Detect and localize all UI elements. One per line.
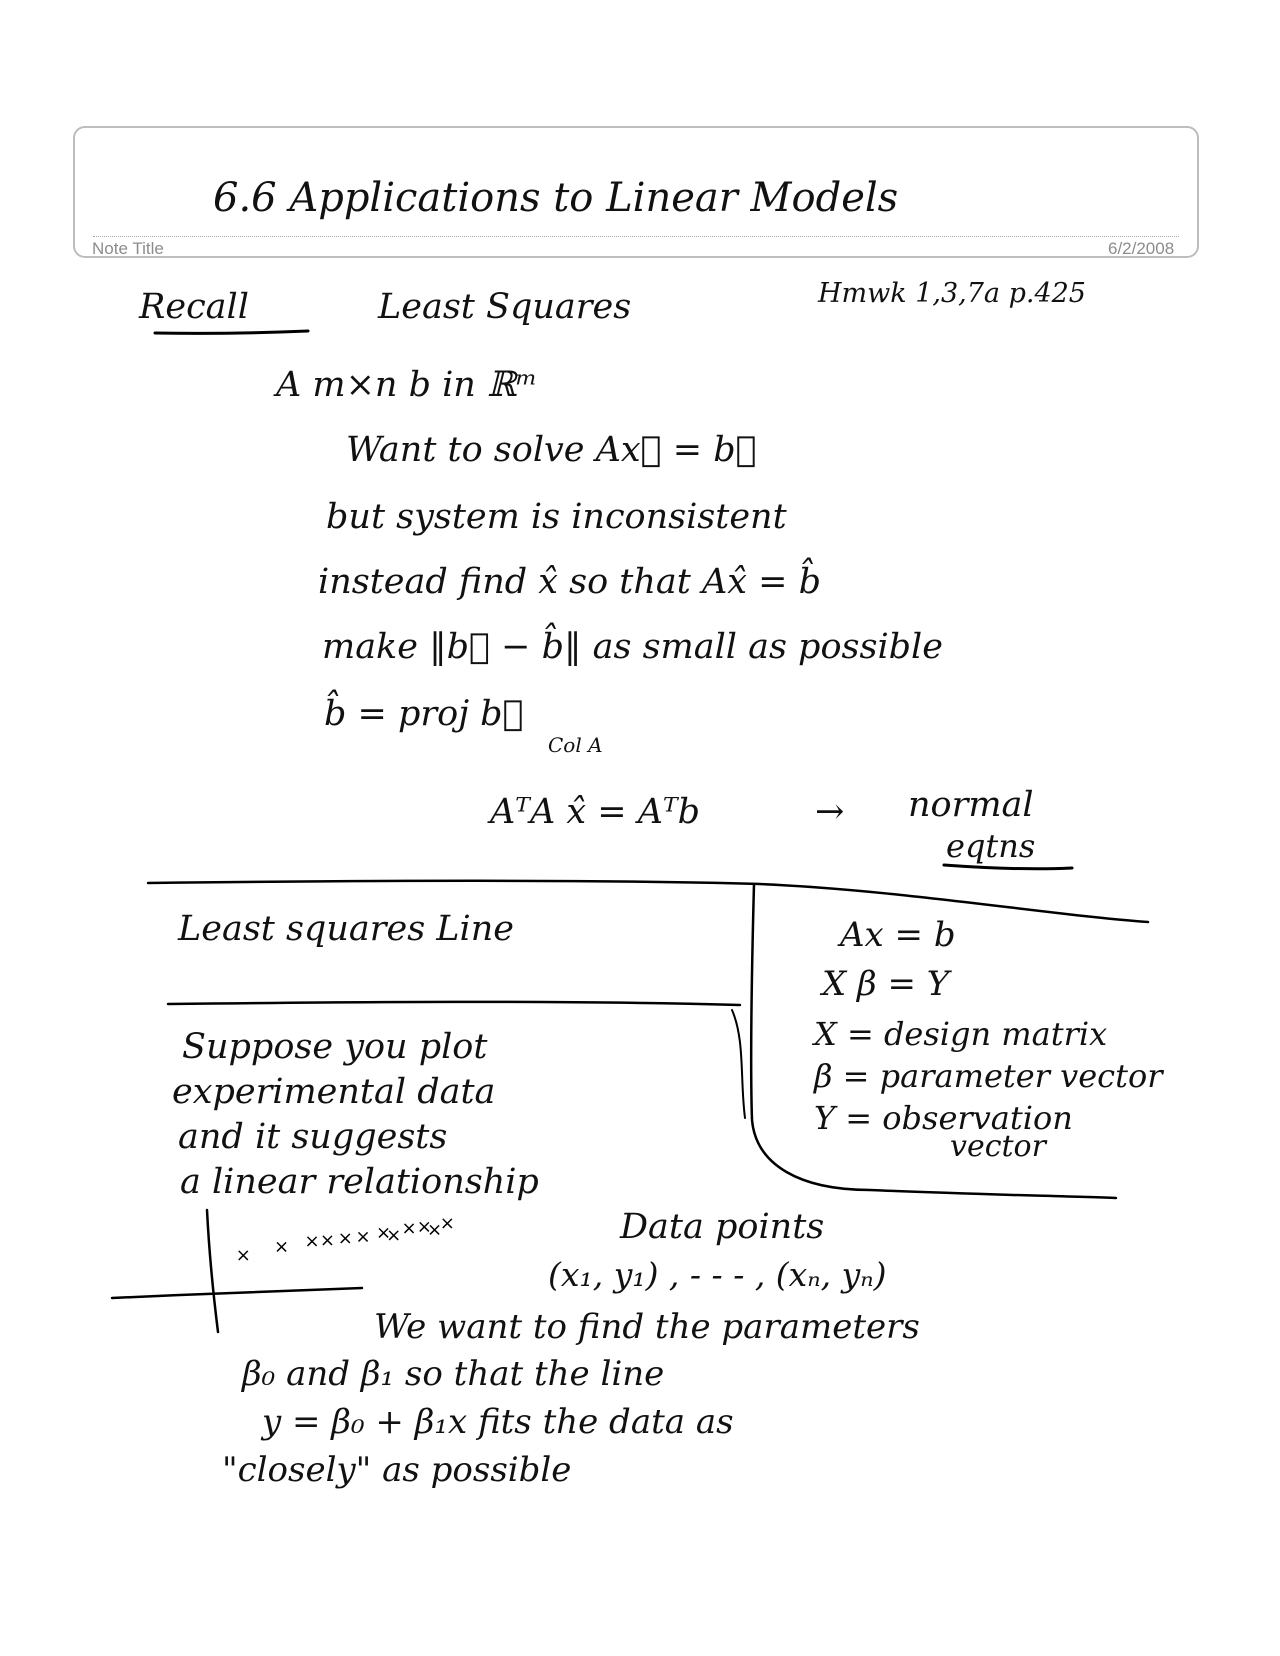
recall-underline <box>155 331 308 333</box>
intro-line-4: a linear relationship <box>180 1162 539 1202</box>
normal-arrow: → <box>815 792 845 832</box>
sketch-point: × <box>375 1222 392 1244</box>
note-title-label: Note Title <box>92 239 164 258</box>
data-points-range: (x₁, y₁) , - - - , (xₙ, yₙ) <box>548 1255 887 1294</box>
model-line-1: Ax = b <box>840 915 956 955</box>
note-date: 6/2/2008 <box>1108 239 1175 258</box>
ls-line-heading: Least squares Line <box>178 909 514 949</box>
recall-line-3: but system is inconsistent <box>326 497 787 537</box>
sketch-point: × <box>416 1216 432 1238</box>
model-line-5: Y = observation <box>814 1099 1073 1137</box>
recall-line-4: instead find x̂ so that Ax̂ = b̂ <box>318 562 821 602</box>
data-points-label: Data points <box>620 1207 825 1247</box>
sketch-point: × <box>304 1230 320 1252</box>
normal-equation: AᵀA x̂ = Aᵀb <box>490 792 701 832</box>
model-line-2: X β = Y <box>822 964 950 1004</box>
goal-line-3: y = β₀ + β₁x fits the data as <box>262 1402 734 1442</box>
homework-note: Hmwk 1,3,7a p.425 <box>818 278 1086 309</box>
recall-line-6: b̂ = proj b⃗ <box>324 694 524 734</box>
intro-line-2: experimental data <box>172 1072 496 1112</box>
model-line-4: β = parameter vector <box>814 1057 1163 1095</box>
model-line-6: vector <box>950 1129 1046 1164</box>
sketch-point: × <box>386 1224 402 1246</box>
normal-label-2: eqtns <box>946 827 1036 865</box>
heading-divider <box>168 1002 740 1005</box>
recall-line-1: A m×n b in ℝᵐ <box>276 365 538 405</box>
sketch-point: × <box>401 1218 417 1239</box>
sketch-point: × <box>235 1245 251 1267</box>
intro-line-1: Suppose you plot <box>182 1027 488 1067</box>
recall-line-2: Want to solve Ax⃗ = b⃗ <box>346 430 757 470</box>
intro-underline <box>732 1010 745 1118</box>
note-title: 6.6 Applications to Linear Models <box>213 175 899 221</box>
normal-label: normal <box>908 785 1034 825</box>
intro-line-3: and it suggests <box>178 1117 448 1157</box>
recall-topic: Least Squares <box>378 287 632 327</box>
sketch-point: × <box>355 1226 371 1248</box>
section-divider <box>148 881 1148 922</box>
vertical-divider <box>751 884 1116 1198</box>
sketch-point: × <box>426 1219 443 1241</box>
sketch-point: × <box>439 1212 455 1234</box>
recall-heading: Recall <box>139 287 249 327</box>
proj-subscript: Col A <box>548 733 603 757</box>
sketch-data-points <box>236 1213 455 1266</box>
sketch-point: × <box>273 1236 290 1258</box>
model-line-3: X = design matrix <box>814 1015 1108 1053</box>
sketch-point: × <box>319 1229 335 1251</box>
sketch-y-axis <box>207 1210 218 1332</box>
sketch-point: × <box>337 1228 353 1250</box>
eqtns-underline <box>944 865 1072 869</box>
goal-line-4: "closely" as possible <box>222 1450 572 1490</box>
goal-line-1: We want to find the parameters <box>374 1307 920 1347</box>
sketch-x-axis <box>112 1288 362 1298</box>
goal-line-2: β₀ and β₁ so that the line <box>242 1354 665 1394</box>
recall-line-5: make ‖b⃗ − b̂‖ as small as possible <box>322 627 943 667</box>
